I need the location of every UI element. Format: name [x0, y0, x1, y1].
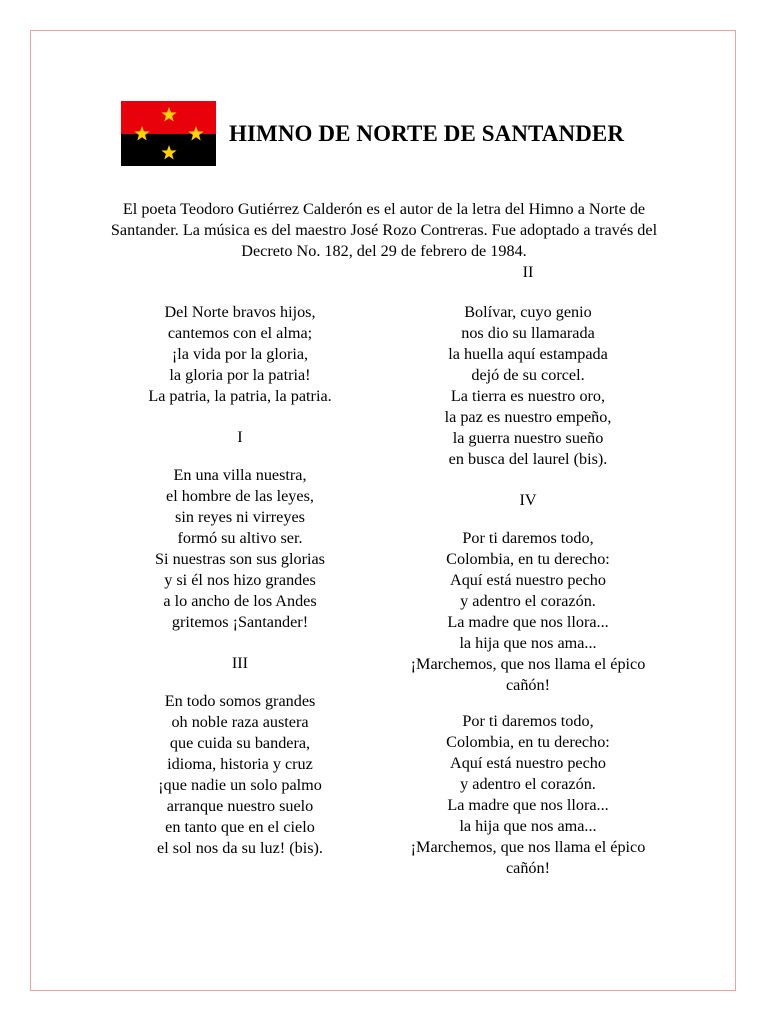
poem-line: Del Norte bravos hijos, [164, 303, 316, 321]
poem-line: arranque nuestro suelo [166, 797, 314, 815]
verse-label-iv: IV [519, 491, 537, 509]
poem-line: cañón! [505, 859, 551, 877]
poem-line: la guerra nuestro sueño [452, 429, 604, 447]
verse-iv-stanza-b [388, 711, 668, 879]
poem-line: La madre que nos llora... [447, 796, 609, 814]
poem-line: Aquí está nuestro pecho [450, 754, 606, 772]
poem-line: Bolívar, cuyo genio [464, 303, 592, 321]
poem-line: gritemos ¡Santander! [171, 613, 309, 631]
poem-line: la huella aquí estampada [448, 345, 608, 363]
poem-line: Colombia, en tu derecho: [446, 550, 610, 568]
poem-line: el sol nos da su luz! (bis). [157, 839, 323, 857]
poem-line: ¡Marchemos, que nos llama el épico [410, 838, 646, 856]
poem-line: ¡que nadie un solo palmo [158, 776, 322, 794]
verse-label-ii: II [522, 263, 534, 281]
poem-line: y adentro el corazón. [460, 775, 596, 793]
verse-i-stanza [100, 465, 380, 633]
poem-line: y adentro el corazón. [460, 592, 596, 610]
poem-line: la paz es nuestro empeño, [444, 408, 612, 426]
poem-line: la gloria por la patria! [169, 366, 311, 384]
poem-line: nos dio su llamarada [461, 324, 595, 342]
poem-line: formó su altivo ser. [177, 529, 303, 547]
poem-line: cañón! [505, 676, 551, 694]
poem-line: y si él nos hizo grandes [164, 571, 316, 589]
intro-paragraph: El poeta Teodoro Gutiérrez Calderón es el autor de la letra del Himno a Norte de Santander. La música es del maestro José Rozo Contreras. Fue adoptado a través del Decreto No. 182, del 29 de febrero de 1984. [110, 200, 658, 260]
poem-line: en busca del laurel (bis). [448, 450, 608, 468]
poem-line: a lo ancho de los Andes [163, 592, 317, 610]
poem-line: La tierra es nuestro oro, [450, 387, 606, 405]
poem-line: oh noble raza austera [171, 713, 309, 731]
chorus-stanza [100, 302, 380, 407]
verse-ii-stanza [388, 302, 668, 470]
poem-line: que cuida su bandera, [169, 734, 311, 752]
right-column [388, 262, 668, 879]
poem-line: cantemos con el alma; [167, 324, 313, 342]
poem-line: el hombre de las leyes, [166, 487, 314, 505]
poem-line: ¡Marchemos, que nos llama el épico [410, 655, 646, 673]
poem-line: la hija que nos ama... [459, 634, 597, 652]
poem-line: Si nuestras son sus glorias [155, 550, 325, 568]
poem-line: Por ti daremos todo, [462, 529, 594, 547]
poem-line: En una villa nuestra, [173, 466, 307, 484]
verse-label-i: I [237, 428, 243, 446]
poem-line: Aquí está nuestro pecho [450, 571, 606, 589]
page-title: HIMNO DE NORTE DE SANTANDER [229, 121, 625, 146]
poem-line: la hija que nos ama... [459, 817, 597, 835]
poem-line: La patria, la patria, la patria. [148, 387, 332, 405]
left-column [100, 302, 380, 859]
poem-line: dejó de su corcel. [471, 366, 585, 384]
verse-iv-stanza-a [388, 528, 668, 696]
norte-de-santander-flag [121, 101, 216, 166]
poem-line: Por ti daremos todo, [462, 712, 594, 730]
poem-line: Colombia, en tu derecho: [446, 733, 610, 751]
poem-line: ¡la vida por la gloria, [171, 345, 309, 363]
poem-line: en tanto que en el cielo [165, 818, 315, 836]
poem-line: En todo somos grandes [164, 692, 316, 710]
poem-line: idioma, historia y cruz [167, 755, 313, 773]
poem-line: La madre que nos llora... [447, 613, 609, 631]
verse-iii-stanza [100, 691, 380, 859]
poem-line: sin reyes ni virreyes [175, 508, 305, 526]
verse-label-iii: III [231, 654, 249, 672]
